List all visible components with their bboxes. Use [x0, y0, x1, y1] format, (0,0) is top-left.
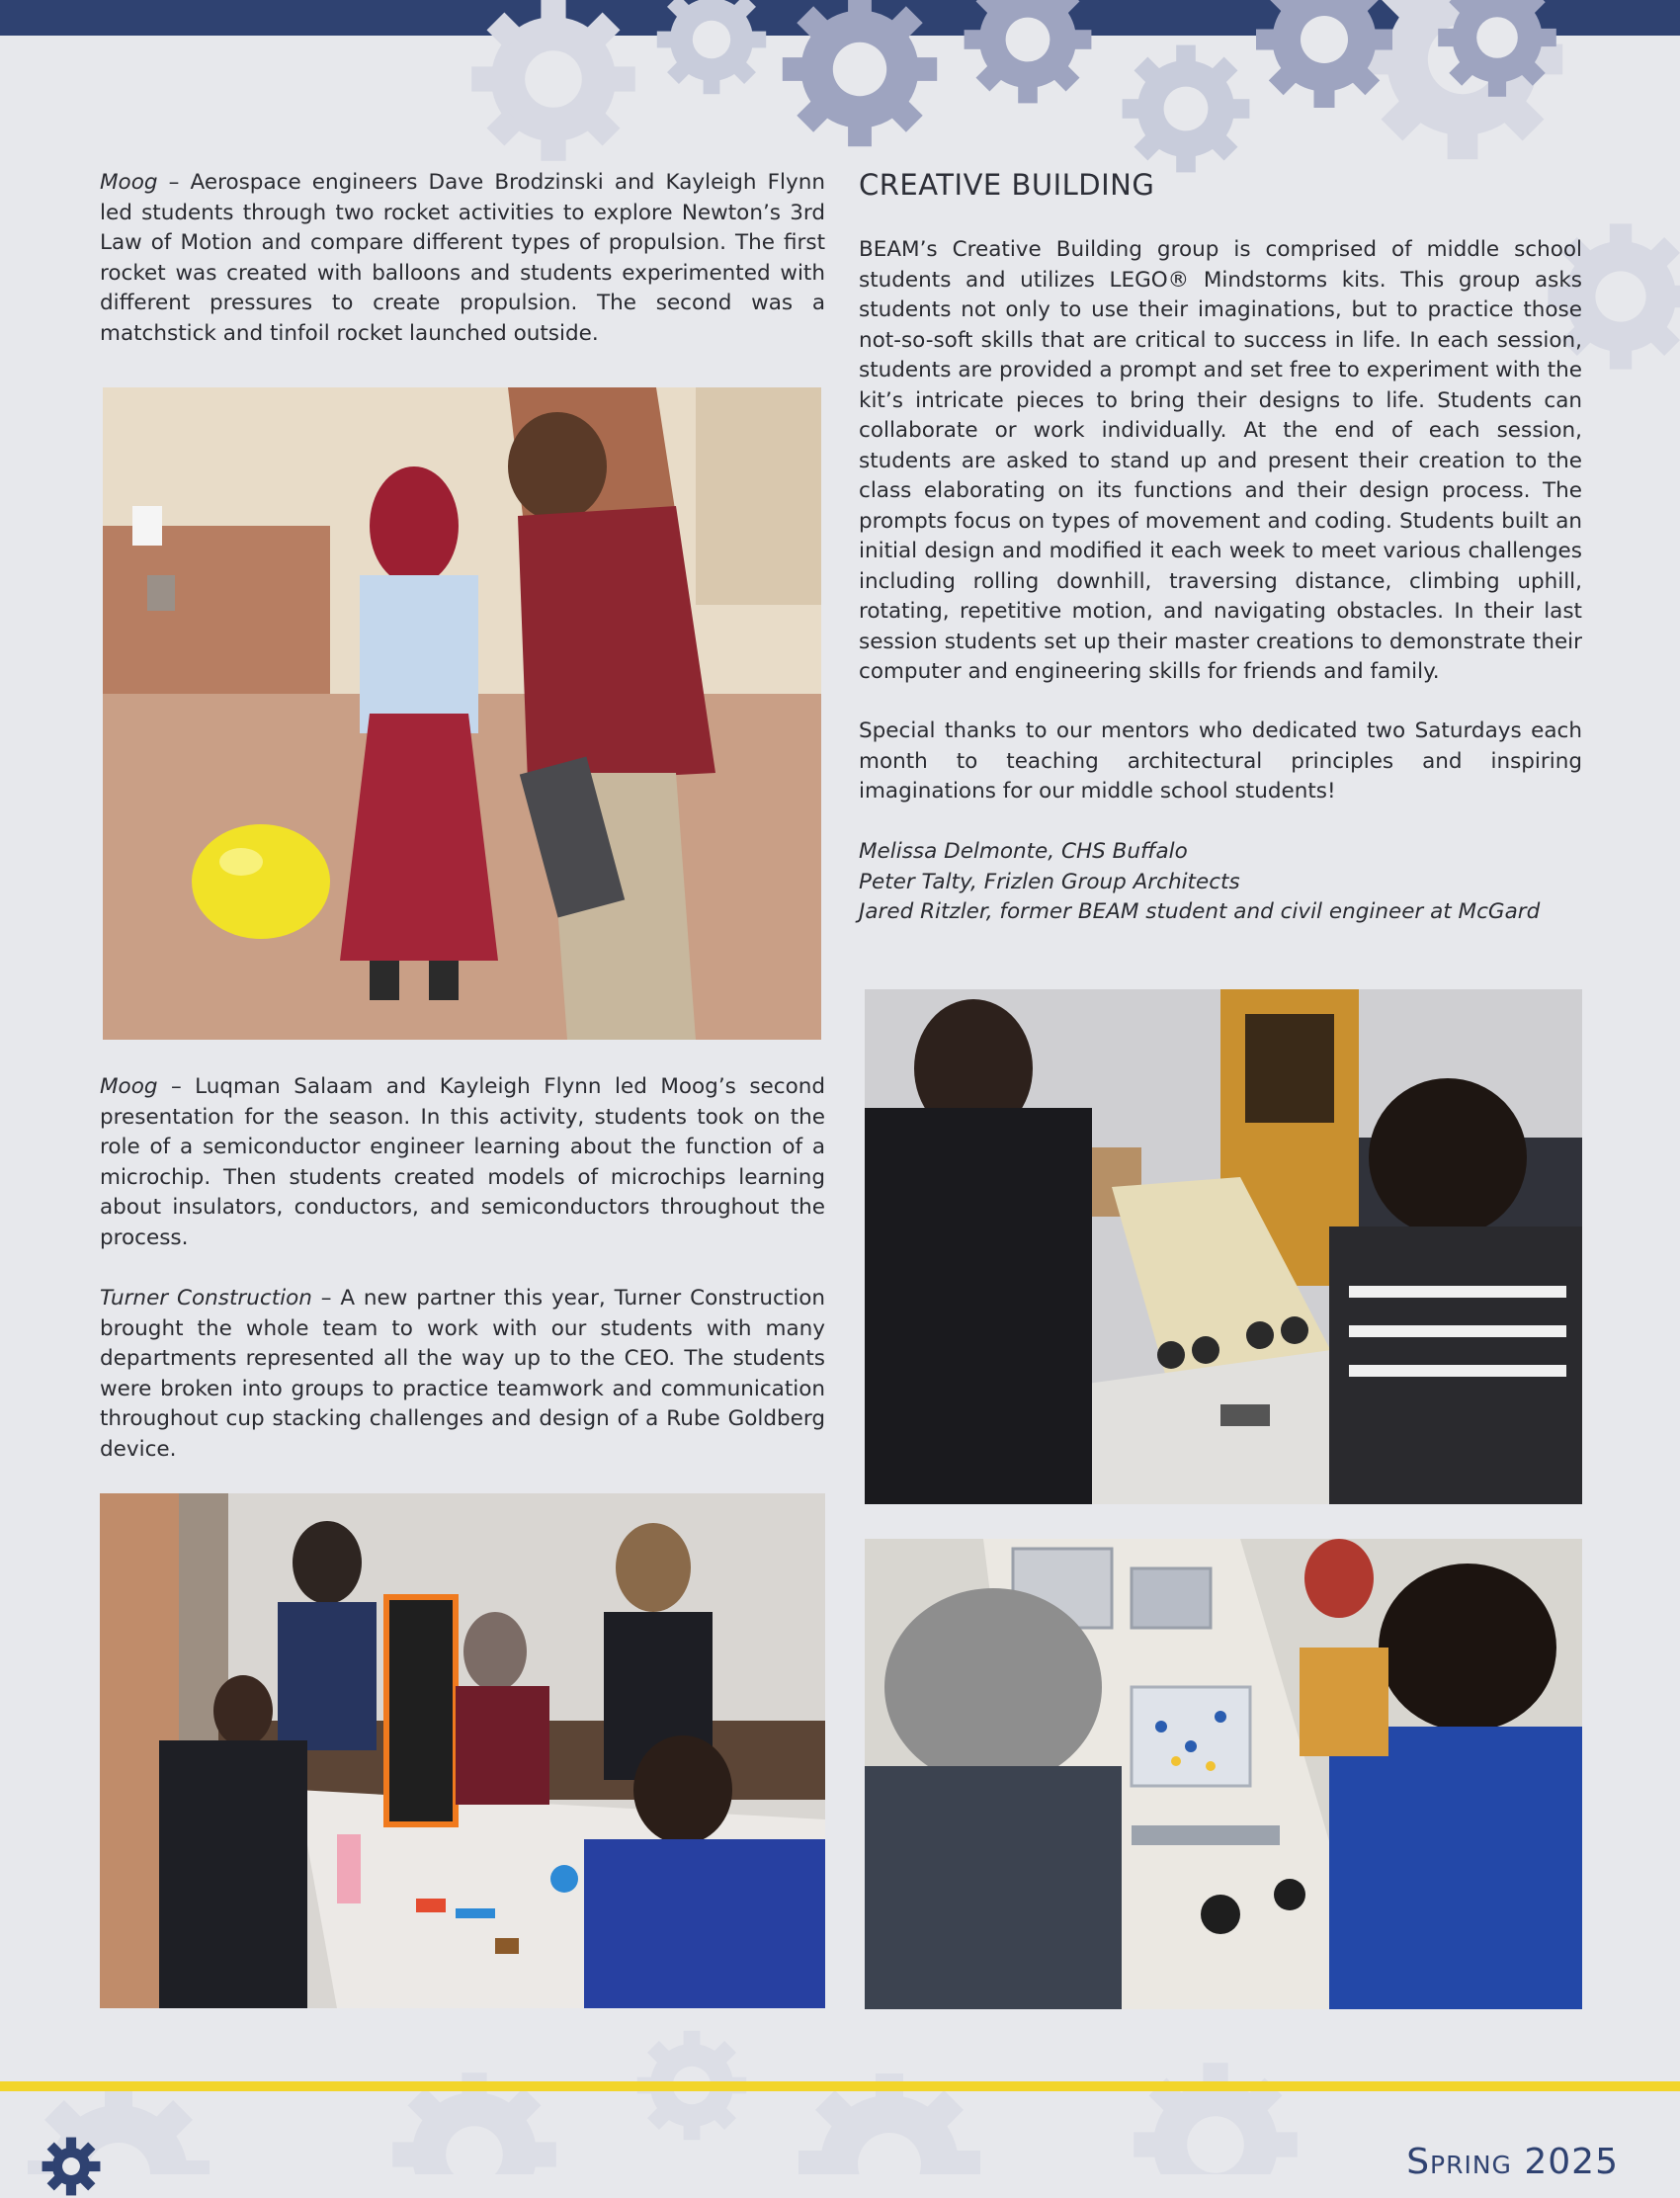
- gear-icon: [40, 2135, 103, 2198]
- rube-goldberg-photo: [100, 1493, 825, 2008]
- lego-bins-photo: [865, 1539, 1582, 2009]
- balloon-rocket-photo: [103, 387, 821, 1040]
- creative-building-paragraph-1: [859, 235, 1582, 688]
- season-label: Spring 2025: [1406, 2142, 1619, 2182]
- moog-microchip-text: – Luqman Salaam and Kayleigh Flynn led Moog’s second presentation for the season. In this activity, students took on the role of a semiconductor engineer learning about the function of a microchip. Then students created models of microchips learning about insulators, conductors, and semiconductors throughout the process.: [100, 1074, 825, 1250]
- lego-ramp-photo: [865, 989, 1582, 1504]
- creative-building-title: CREATIVE BUILDING: [859, 168, 1155, 202]
- creative-building-text-1: BEAM’s Creative Building group is comprised of middle school students and utilizes LEGO® Mindstorms kits. This group asks students not only to use their imaginations, but to practice those not-so-soft skills that are critical to success in life. In each session, students are provided a prompt and set free to experiment with the kit’s intricate pieces to bring their designs to life. Students can collaborate or work individually. At the end of each session, students are asked to stand up and present their creation to the class elaborating on its functions and their design process. The prompts focus on types of movement and coding. Students built an initial design and modified it each week to meet various challenges including rolling downhill, traversing distance, climbing uphill, rotating, repetitive motion, and navigating obstacles. In their last session students set up their master creations to demonstrate their computer and engineering skills for friends and family.: [859, 237, 1582, 684]
- turner-text: – A new partner this year, Turner Construction brought the whole team to work with our students with many departments represented all the way up to the CEO. The students were broken into groups to practice teamwork and communication throughout cup stacking challenges and design of a Rube Goldberg device.: [100, 1286, 826, 1462]
- footer-rule: [0, 2081, 1680, 2091]
- turner-lead: Turner Construction: [100, 1286, 312, 1310]
- mentor-item: Peter Talty, Frizlen Group Architects: [859, 869, 1240, 894]
- turner-paragraph: [100, 1284, 825, 1465]
- mentor-item: Jared Ritzler, former BEAM student and civil engineer at McGard: [859, 899, 1541, 924]
- creative-building-paragraph-2: [859, 717, 1582, 807]
- moog-rockets-text: – Aerospace engineers Dave Brodzinski and Kayleigh Flynn led students through two rocket activities to explore Newton’s 3rd Law of Motion and compare different types of propulsion. The first rocket was created with balloons and students experimented with different pressures to create propulsion. The second was a matchstick and tinfoil rocket launched outside.: [100, 170, 825, 346]
- moog-microchip-paragraph: [100, 1072, 825, 1253]
- mentor-item: Melissa Delmonte, CHS Buffalo: [859, 839, 1188, 864]
- moog-microchip-lead: Moog: [100, 1074, 158, 1099]
- moog-rockets-paragraph: [100, 168, 825, 349]
- moog-rockets-lead: Moog: [100, 170, 158, 195]
- mentor-list: [859, 837, 1540, 928]
- creative-building-text-2: Special thanks to our mentors who dedicated two Saturdays each month to teaching architectural principles and inspiring imaginations for our middle school students!: [859, 719, 1582, 803]
